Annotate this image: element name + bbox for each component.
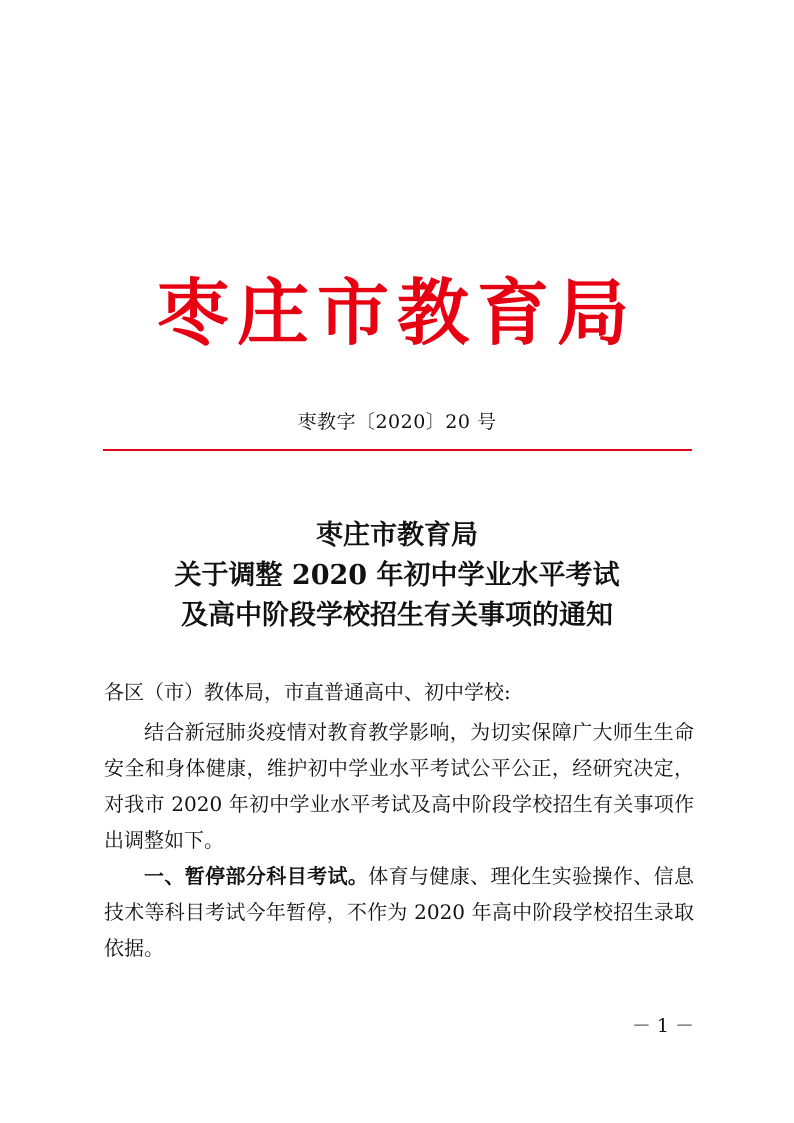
paragraph-section-1	[104, 858, 694, 966]
section-1-text: 体育与健康、理化生实验操作、信息技术等科目考试今年暂停，不作为 2020 年高中阶段学校招生录取依据。	[104, 864, 695, 960]
page-number: － 1 －	[631, 1015, 694, 1037]
salutation: 各区（市）教体局，市直普通高中、初中学校:	[104, 680, 511, 704]
masthead-title: 枣庄市教育局	[156, 270, 637, 355]
section-1-heading: 一、暂停部分科目考试。	[144, 864, 369, 888]
title-line-2: 关于调整 2020 年初中学业水平考试	[174, 560, 620, 591]
red-divider-line	[103, 449, 692, 451]
notice-body	[104, 674, 694, 966]
document-number: 枣教字〔2020〕20 号	[297, 411, 497, 433]
title-line-1: 枣庄市教育局	[316, 520, 478, 551]
notice-title	[100, 516, 694, 636]
title-line-3: 及高中阶段学校招生有关事项的通知	[181, 600, 613, 631]
paragraph-intro: 结合新冠肺炎疫情对教育教学影响，为切实保障广大师生生命安全和身体健康，维护初中学业水平考试公平公正，经研究决定，对我市 2020 年初中学业水平考试及高中阶段学校招生有关事项作出调整如下。	[104, 720, 694, 852]
